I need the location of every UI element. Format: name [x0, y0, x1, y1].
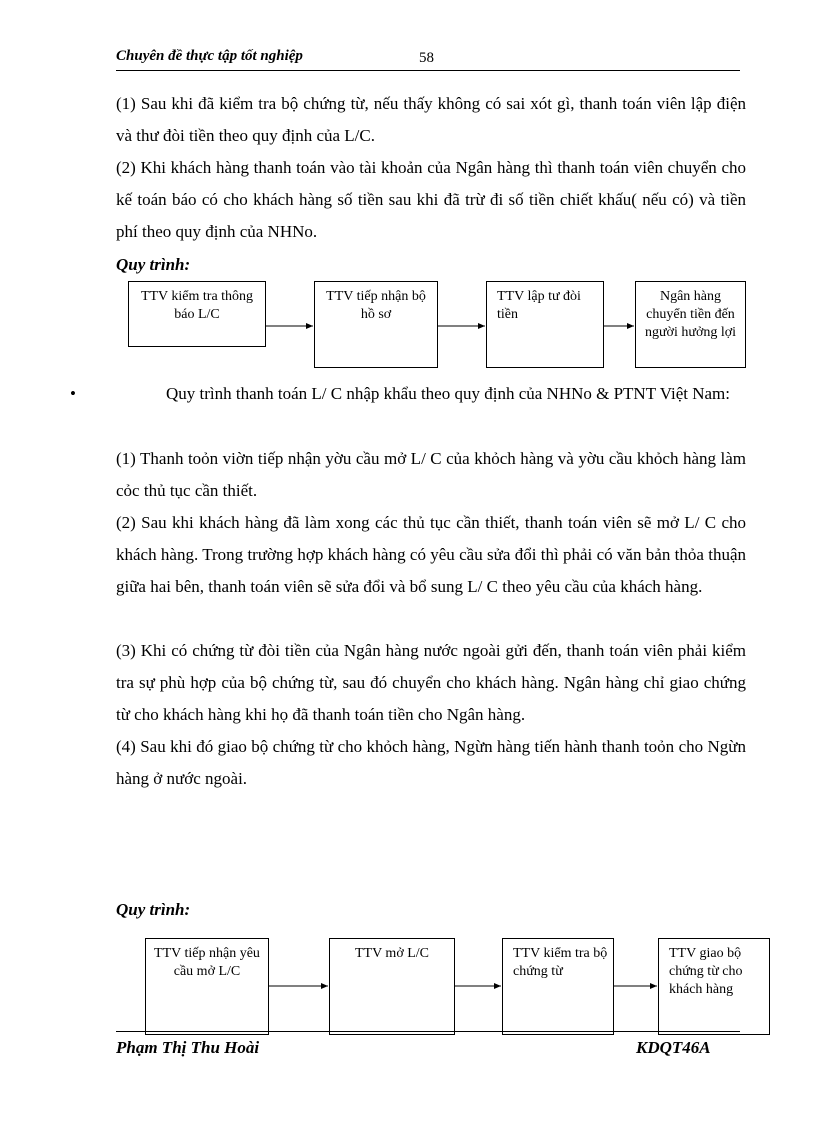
paragraph-2: (2) Khi khách hàng thanh toán vào tài khoản của Ngân hàng thì thanh toán viên chuyển cho kế toán báo có cho khách hàng số tiền sau khi đã trừ đi số tiền chiết khấu( nếu có) và tiền phí theo quy định của NHNo. — [116, 158, 746, 241]
paragraph-3: (1) Thanh toỏn viờn tiếp nhận yờu cầu mở L/ C của khỏch hàng và yờu cầu khỏch hàng làm cỏc thủ tục cần thiết. — [116, 449, 746, 500]
bullet-marker: • — [70, 384, 76, 403]
paragraph-1: (1) Sau khi đã kiểm tra bộ chứng từ, nếu thấy không có sai xót gì, thanh toán viên lập điện và thư đòi tiền theo quy định của L/C. — [116, 94, 746, 145]
paragraph-4: (2) Sau khi khách hàng đã làm xong các thủ tục cần thiết, thanh toán viên sẽ mở L/ C cho khách hàng. Trong trường hợp khách hàng có yêu cầu sửa đổi thì phải có văn bản thỏa thuận giữa hai bên, thanh toán viên sẽ sửa đổi và bổ sung L/ C theo yêu cầu của khách hàng. — [116, 513, 746, 596]
flow1-box-3: TTV lập tư đòi tiền — [486, 281, 604, 368]
process-label-2: Quy trình: — [116, 900, 191, 919]
flow2-box-3: TTV kiểm tra bộ chứng từ — [502, 938, 614, 1035]
flow1-box-4: Ngân hàng chuyển tiền đến người hưởng lợi — [635, 281, 746, 368]
flow2-box-4: TTV giao bộ chứng từ cho khách hàng — [658, 938, 770, 1035]
bullet-text: Quy trình thanh toán L/ C nhập khẩu theo quy định của NHNo & PTNT Việt Nam: — [166, 384, 730, 403]
footer-class-code: KDQT46A — [636, 1038, 711, 1057]
process-label-1: Quy trình: — [116, 255, 191, 274]
header-title: Chuyên đề thực tập tốt nghiệp — [116, 48, 303, 64]
flow1-box-2: TTV tiếp nhận bộ hồ sơ — [314, 281, 438, 368]
footer-divider — [116, 1031, 740, 1032]
flow2-box-2: TTV mở L/C — [329, 938, 455, 1035]
paragraph-5: (3) Khi có chứng từ đòi tiền của Ngân hàng nước ngoài gửi đến, thanh toán viên phải kiểm tra sự phù hợp của bộ chứng từ, sau đó chuyển cho khách hàng. Ngân hàng chỉ giao chứng từ cho khách hàng khi họ đã thanh toán tiền cho Ngân hàng. — [116, 641, 746, 724]
footer-author: Phạm Thị Thu Hoài — [116, 1038, 260, 1057]
flow2-box-1: TTV tiếp nhận yêu cầu mở L/C — [145, 938, 269, 1035]
paragraph-6: (4) Sau khi đó giao bộ chứng từ cho khỏch hàng, Ngừn hàng tiến hành thanh toỏn cho Ngừn hàng ở nước ngoài. — [116, 737, 746, 788]
page-number: 58 — [419, 50, 434, 66]
flow1-box-1: TTV kiểm tra thông báo L/C — [128, 281, 266, 347]
